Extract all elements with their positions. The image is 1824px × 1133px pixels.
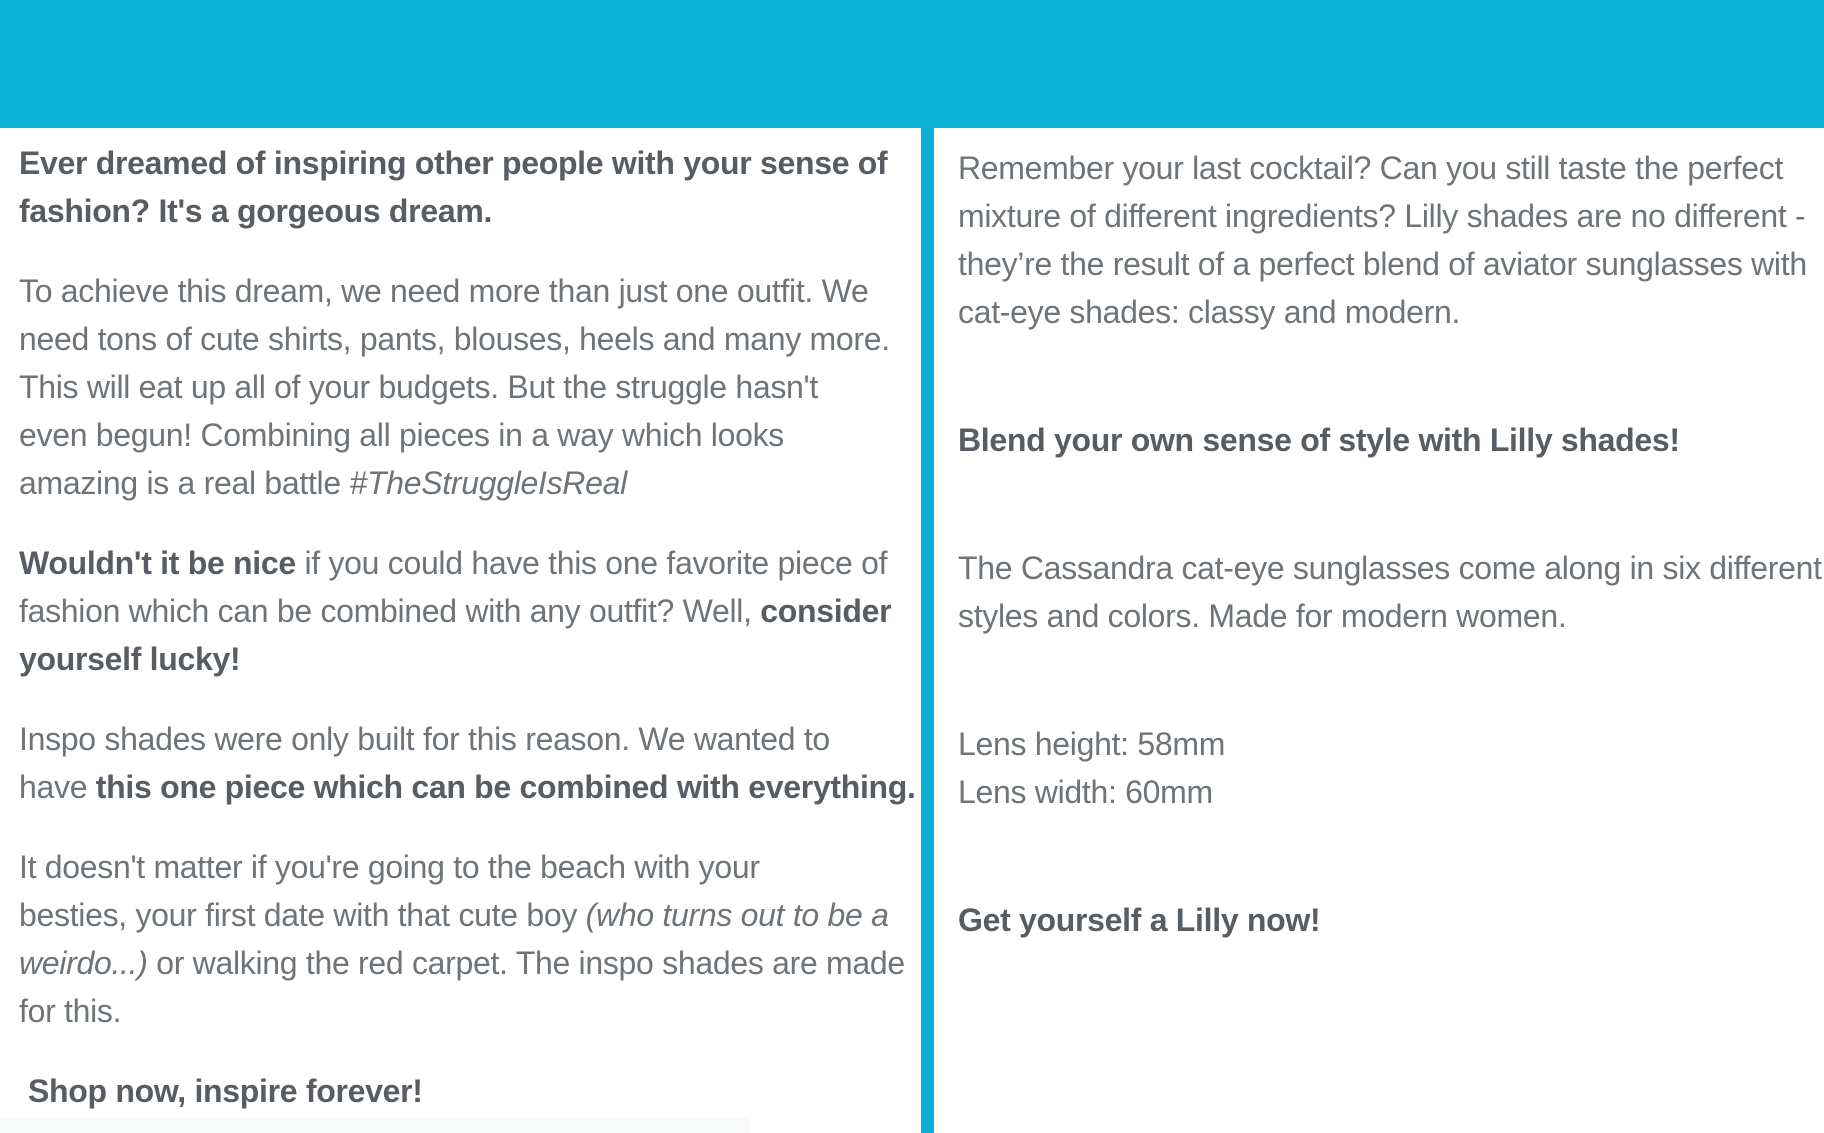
bold-text-segment: Blend your own sense of style with Lilly shades! — [958, 422, 1680, 458]
text-line — [19, 635, 881, 683]
text-segment: Remember your last cocktail? Can you still taste the perfect — [958, 150, 1784, 186]
text-segment: styles and colors. Made for modern women. — [958, 598, 1567, 634]
text-segment: mixture of different ingredients? Lilly shades are no different - — [958, 198, 1806, 234]
text-line — [19, 363, 881, 411]
text-line — [958, 192, 1806, 240]
left-column — [0, 128, 921, 1115]
text-line — [19, 267, 881, 315]
text-segment: they’re the result of a perfect blend of aviator sunglasses with — [958, 246, 1807, 282]
text-line — [19, 939, 905, 987]
bold-text-segment: Get yourself a Lilly now! — [958, 902, 1321, 938]
bold-text-segment: fashion? It's a gorgeous dream. — [19, 193, 493, 229]
left-paragraph-wouldnt-it-be-nice — [19, 539, 892, 683]
text-segment: even begun! Combining all pieces in a way which looks — [19, 417, 784, 453]
text-line — [19, 843, 881, 891]
bold-text-segment: Ever dreamed of inspiring other people with your sense of — [19, 145, 888, 181]
text-line — [958, 240, 1807, 288]
text-line — [19, 715, 881, 763]
text-line — [19, 987, 881, 1035]
text-line — [958, 144, 1784, 192]
italic-text-segment: #TheStruggleIsReal — [349, 465, 627, 501]
italic-text-segment: (who turns out to be a — [585, 897, 889, 933]
italic-text-segment: weirdo...) — [19, 945, 148, 981]
right-heading-blend — [958, 416, 1784, 464]
text-line — [19, 315, 890, 363]
text-line — [28, 1067, 881, 1115]
text-segment: Lens height: 58mm — [958, 726, 1226, 762]
text-segment: Lens width: 60mm — [958, 774, 1213, 810]
text-segment: besties, your first date with that cute boy — [19, 897, 586, 933]
bold-text-segment: Shop now, inspire forever! — [28, 1073, 423, 1109]
text-segment: To achieve this dream, we need more than just one outfit. We — [19, 273, 869, 309]
text-segment: fashion which can be combined with any outfit? Well, — [19, 593, 761, 629]
right-paragraph-cassandra — [958, 544, 1822, 640]
text-segment: This will eat up all of your budgets. But the struggle hasn't — [19, 369, 818, 405]
text-segment: for this. — [19, 993, 122, 1029]
left-paragraph-dream — [19, 267, 890, 507]
text-line — [19, 139, 888, 187]
top-header-bar — [0, 0, 1824, 128]
bold-text-segment: yourself lucky! — [19, 641, 241, 677]
text-line — [958, 544, 1822, 592]
text-segment: cat-eye shades: classy and modern. — [958, 294, 1461, 330]
right-paragraph-cocktail — [958, 144, 1807, 336]
text-segment: have — [19, 769, 96, 805]
text-segment: if you could have this one favorite piece of — [295, 545, 888, 581]
text-line — [958, 896, 1784, 944]
text-segment: Inspo shades were only built for this reason. We wanted to — [19, 721, 830, 757]
text-segment: amazing is a real battle — [19, 465, 350, 501]
text-line — [958, 288, 1784, 336]
text-line — [19, 587, 892, 635]
bold-text-segment: consider — [760, 593, 892, 629]
left-heading — [19, 139, 888, 235]
bold-text-segment: this one piece which can be combined with everything. — [95, 769, 916, 805]
right-column — [934, 128, 1824, 944]
right-heading-get-lilly — [958, 896, 1784, 944]
text-line — [958, 592, 1784, 640]
text-line — [958, 416, 1784, 464]
text-line — [958, 720, 1784, 768]
left-paragraph-inspo-shades — [19, 715, 916, 811]
text-line — [19, 187, 881, 235]
text-line — [19, 459, 881, 507]
bottom-section-edge — [0, 1118, 750, 1133]
left-shop-now-line — [28, 1067, 881, 1115]
text-line — [19, 539, 888, 587]
text-line — [19, 411, 881, 459]
text-segment: It doesn't matter if you're going to the beach with your — [19, 849, 760, 885]
text-segment: or walking the red carpet. The inspo shades are made — [147, 945, 905, 981]
text-line — [958, 768, 1784, 816]
text-segment: The Cassandra cat-eye sunglasses come along in six different — [958, 550, 1822, 586]
right-lens-specs — [958, 720, 1784, 816]
text-line — [19, 763, 916, 811]
bold-text-segment: Wouldn't it be nice — [19, 545, 296, 581]
left-paragraph-occasions — [19, 843, 905, 1035]
text-line — [19, 891, 889, 939]
text-segment: need tons of cute shirts, pants, blouses, heels and many more. — [19, 321, 890, 357]
column-divider — [921, 128, 934, 1133]
